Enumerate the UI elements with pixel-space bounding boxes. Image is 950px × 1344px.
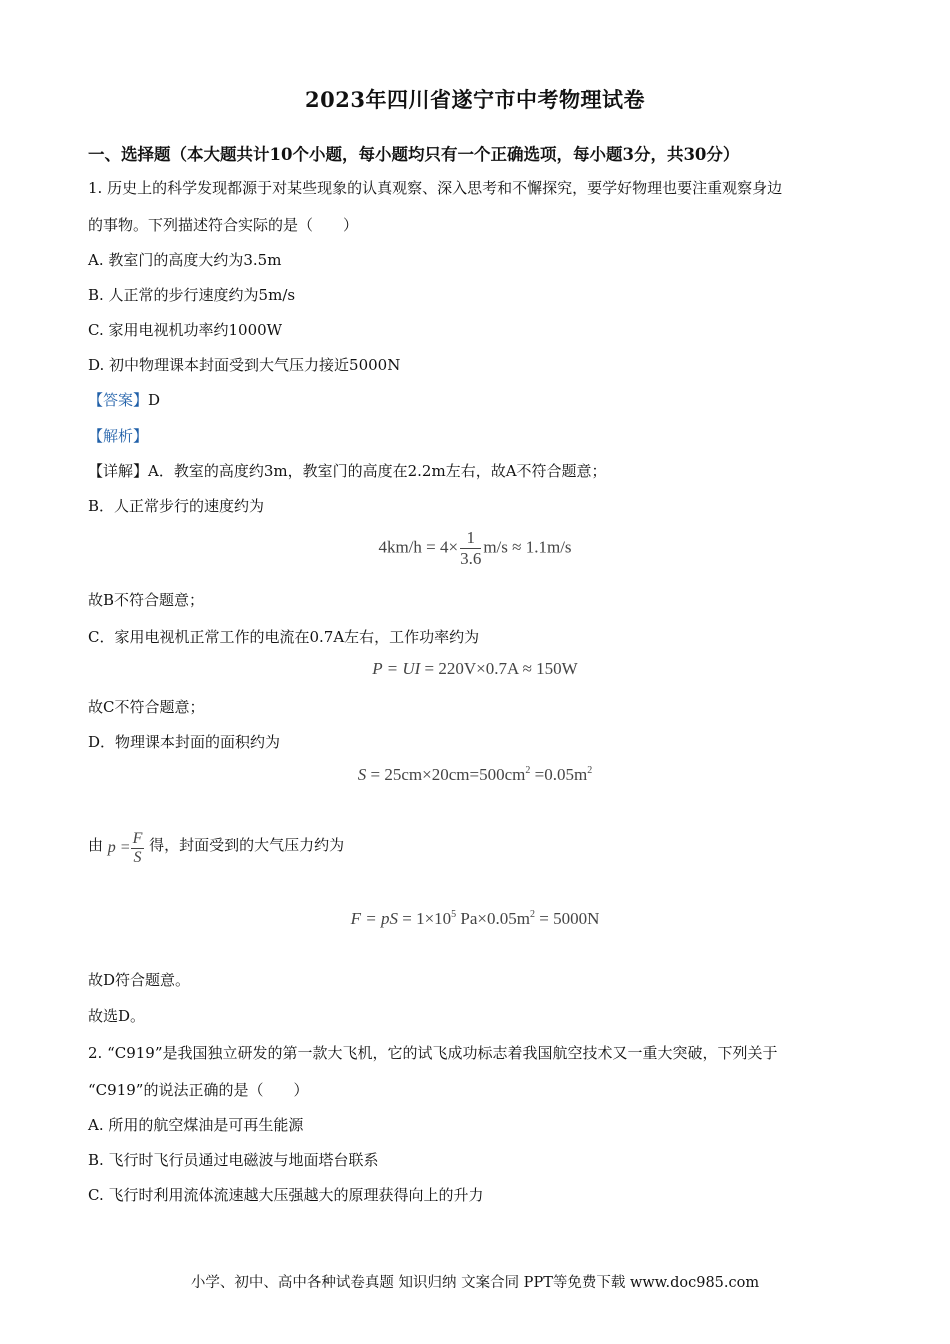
- q1-stem-line1: 1. 历史上的科学发现都源于对某些现象的认真观察、深入思考和不懈探究，要学好物理也要注重观察身边: [88, 179, 783, 197]
- q1-option-b: B. 人正常的步行速度约为5m/s: [88, 286, 296, 304]
- q2-option-c: C. 飞行时利用流体流速越大压强越大的原理获得向上的升力: [88, 1186, 484, 1204]
- formula-f-rhs-b: Pa×0.05m: [456, 909, 530, 928]
- conclusion-c: 故C不符合题意；: [88, 698, 205, 716]
- formula-b-left: 4km/h = 4×: [378, 537, 459, 557]
- q1-option-a: A. 教室门的高度大约为3.5m: [88, 251, 282, 269]
- q1-option-d: D. 初中物理课本封面受到大气压力接近5000N: [88, 356, 401, 374]
- q2-option-a: A. 所用的航空煤油是可再生能源: [88, 1116, 304, 1134]
- formula-b-fraction: [460, 528, 481, 569]
- q2-option-b: B. 飞行时飞行员通过电磁波与地面塔台联系: [88, 1151, 379, 1169]
- formula-d-sup1: 2: [525, 765, 531, 776]
- q1-option-c: C. 家用电视机功率约1000W: [88, 321, 283, 339]
- formula-d: [0, 765, 950, 785]
- formula-d-rhs-b: =0.05m: [530, 765, 588, 784]
- from-line: [88, 826, 344, 867]
- q2-stem-line2: “C919”的说法正确的是（ ）: [88, 1081, 309, 1099]
- final-answer: 故选D。: [88, 1007, 146, 1025]
- conclusion-d: 故D符合题意。: [88, 971, 191, 989]
- formula-f-sup2: 2: [529, 909, 535, 920]
- detail-b: B．人正常步行的速度约为: [88, 497, 265, 515]
- formula-b: [0, 528, 950, 569]
- from-frac-num: F: [132, 829, 143, 847]
- detail-c: C．家用电视机正常工作的电流在0.7A左右，工作功率约为: [88, 628, 480, 646]
- q1-answer: [88, 390, 160, 410]
- from-prefix: 由: [88, 836, 104, 854]
- conclusion-b: 故B不符合题意；: [88, 591, 205, 609]
- formula-c: [0, 659, 950, 679]
- from-frac-lhs: p =: [107, 839, 131, 857]
- formula-f-rhs-a: = 1×10: [397, 909, 452, 928]
- detail-a-text: A．教室的高度约3m，教室门的高度在2.2m左右，故A不符合题意；: [148, 462, 607, 480]
- formula-d-sup2: 2: [587, 765, 593, 776]
- from-frac: [131, 830, 145, 867]
- q2-stem-line1: 2. “C919”是我国独立研发的第一款大飞机，它的试飞成功标志着我国航空技术又一重大突破，下列关于: [88, 1044, 778, 1062]
- formula-b-right: m/s ≈ 1.1m/s: [483, 537, 572, 557]
- section-heading: 一、选择题（本大题共计10个小题，每小题均只有一个正确选项，每小题3分，共30分）: [88, 145, 740, 164]
- formula-d-lhs: S: [357, 765, 367, 784]
- answer-label: 【答案】: [88, 391, 149, 409]
- analysis-label: 【解析】: [88, 427, 149, 445]
- answer-value: D: [148, 391, 161, 409]
- formula-d-rhs-a: = 25cm×20cm=500cm: [366, 765, 526, 784]
- formula-c-lhs: P = UI: [372, 659, 421, 678]
- from-frac-den: S: [133, 848, 142, 866]
- detail-a: [88, 461, 607, 481]
- page-title: 2023年四川省遂宁市中考物理试卷: [305, 87, 645, 112]
- from-suffix: 得，封面受到的大气压力约为: [149, 836, 345, 854]
- page-footer: 小学、初中、高中各种试卷真题 知识归纳 文案合同 PPT等免费下载 www.doc985.com: [190, 1275, 760, 1291]
- from-formula: [108, 829, 145, 867]
- q1-stem-line2: 的事物。下列描述符合实际的是（ ）: [88, 216, 359, 234]
- formula-f: [0, 909, 950, 929]
- formula-f-sup1: 5: [451, 909, 457, 920]
- formula-c-rhs: = 220V×0.7A ≈ 150W: [420, 659, 578, 678]
- detail-label: 【详解】: [88, 462, 149, 480]
- formula-b-num: 1: [460, 528, 481, 549]
- formula-f-rhs-c: = 5000N: [534, 909, 600, 928]
- formula-b-den: 3.6: [460, 549, 482, 568]
- formula-f-lhs: F = pS: [350, 909, 398, 928]
- detail-d: D．物理课本封面的面积约为: [88, 733, 281, 751]
